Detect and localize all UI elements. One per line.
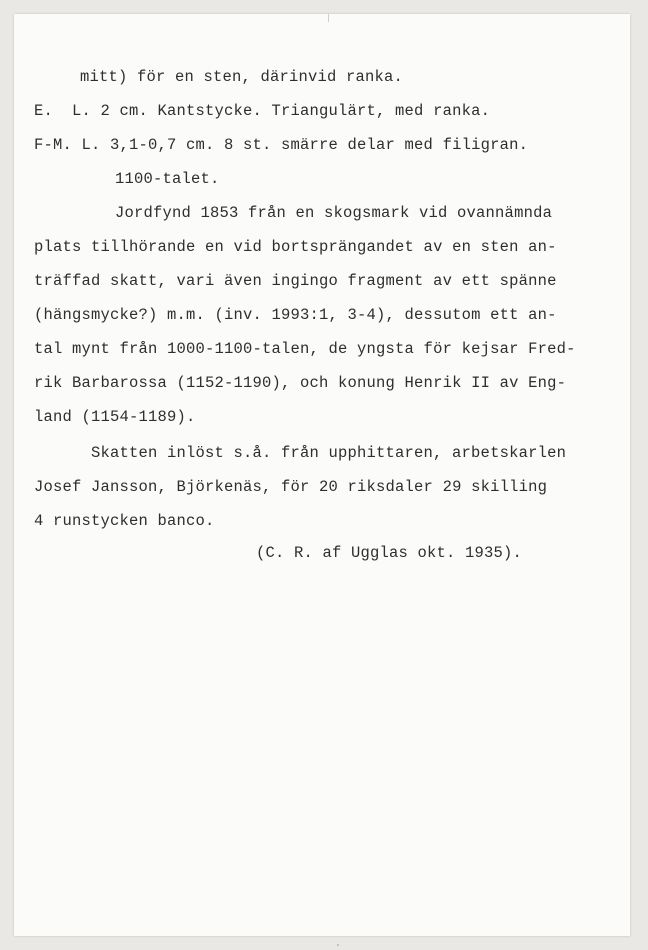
text-line-3: F-M. L. 3,1-0,7 cm. 8 st. smärre delar med filigran. [34,136,529,154]
text-line-8: (hängsmycke?) m.m. (inv. 1993:1, 3-4), dessutom ett an- [34,306,557,324]
text-line-14: 4 runstycken banco. [34,512,215,530]
signature-line: (C. R. af Ugglas okt. 1935). [256,544,523,562]
text-line-13: Josef Jansson, Björkenäs, för 20 riksdaler 29 skilling [34,478,548,496]
text-line-6: plats tillhörande en vid bortsprängandet av en sten an- [34,238,557,256]
text-line-12: Skatten inlöst s.å. från upphittaren, arbetskarlen [91,444,567,462]
text-line-5: Jordfynd 1853 från en skogsmark vid ovannämnda [115,204,553,222]
card-mark [337,944,339,946]
text-line-2: E. L. 2 cm. Kantstycke. Triangulärt, med ranka. [34,102,491,120]
text-line-1: mitt) för en sten, därinvid ranka. [80,68,404,86]
text-line-4: 1100-talet. [115,170,220,188]
text-line-7: träffad skatt, vari även ingingo fragment av ett spänne [34,272,557,290]
card-notch [328,14,329,22]
text-line-10: rik Barbarossa (1152-1190), och konung Henrik II av Eng- [34,374,567,392]
text-line-11: land (1154-1189). [34,408,196,426]
text-line-9: tal mynt från 1000-1100-talen, de yngsta för kejsar Fred- [34,340,576,358]
catalog-card [14,14,630,936]
